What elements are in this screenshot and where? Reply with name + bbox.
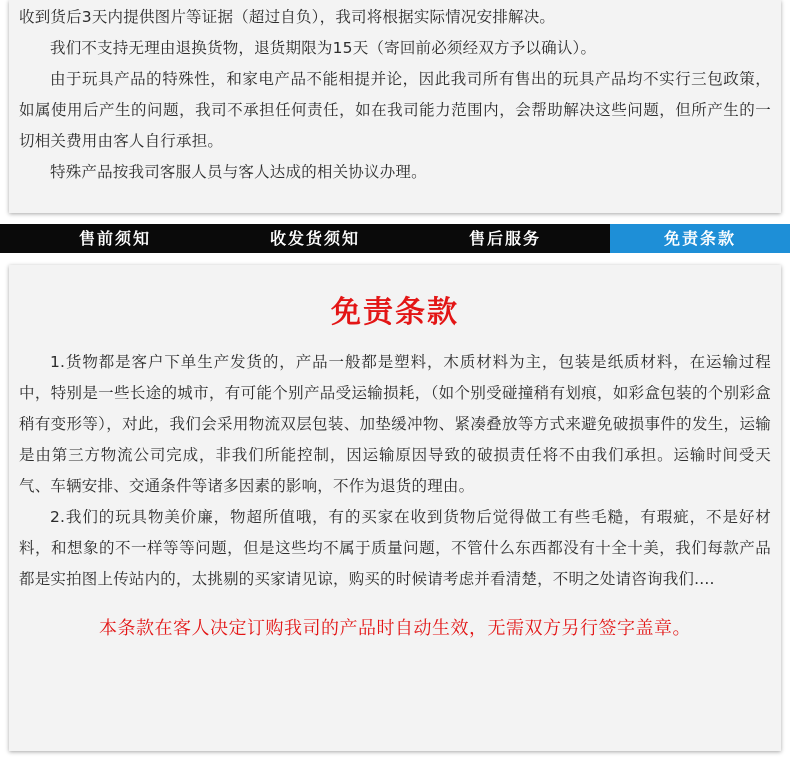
tab-after-sales-service[interactable]: 售后服务 bbox=[468, 229, 541, 248]
after-sales-text-panel bbox=[9, 0, 781, 213]
tab-shipping-notice[interactable]: 收发货须知 bbox=[269, 229, 360, 248]
section-tab-bar bbox=[0, 224, 790, 253]
disclaimer-notice: 本条款在客人决定订购我司的产品时自动生效，无需双方另行签字盖章。 bbox=[99, 618, 691, 639]
disclaimer-panel bbox=[9, 265, 781, 751]
paragraph: 由于玩具产品的特殊性，和家电产品不能相提并论，因此我司所有售出的玩具产品均不实行三包政策，如属使用后产生的问题，我司不承担任何责任，如在我司能力范围内，会帮助解决这些问题，但所产生的一切相关费用由客人自行承担。 bbox=[19, 70, 771, 150]
paragraph: 收到货后3天内提供图片等证据（超过自负），我司将根据实际情况安排解决。 bbox=[19, 8, 556, 26]
page-title: 免责条款 bbox=[331, 295, 459, 330]
paragraph: 1.货物都是客户下单生产发货的，产品一般都是塑料，木质材料为主，包装是纸质材料，在运输过程中，特别是一些长途的城市，有可能个别产品受运输损耗，（如个别受碰撞稍有划痕，如彩盒包装的个别彩盒稍有变形等），对此，我们会采用物流双层包装、加垫缓冲物、紧凑叠放等方式来避免破损事件的发生，运输是由第三方物流公司完成，非我们所能控制，因运输原因导致的破损责任将不由我们承担。运输时间受天气、车辆安排、交通条件等诸多因素的影响，不作为退货的理由。 bbox=[19, 353, 771, 495]
paragraph: 特殊产品按我司客服人员与客人达成的相关协议办理。 bbox=[50, 163, 427, 181]
paragraph: 我们不支持无理由退换货物，退货期限为15天（寄回前必须经双方予以确认）。 bbox=[50, 39, 597, 57]
paragraph: 2.我们的玩具物美价廉，物超所值哦，有的买家在收到货物后觉得做工有些毛糙，有瑕疵，不是好材料，和想象的不一样等等问题，但是这些均不属于质量问题，不管什么东西都没有十全十美，我们每款产品都是实拍图上传站内的，太挑剔的买家请见谅，购买的时候请考虑并看清楚，不明之处请咨询我们.... bbox=[19, 508, 771, 588]
tab-pre-sale-notice[interactable]: 售前须知 bbox=[78, 229, 151, 248]
tab-disclaimer[interactable]: 免责条款 bbox=[610, 224, 790, 253]
